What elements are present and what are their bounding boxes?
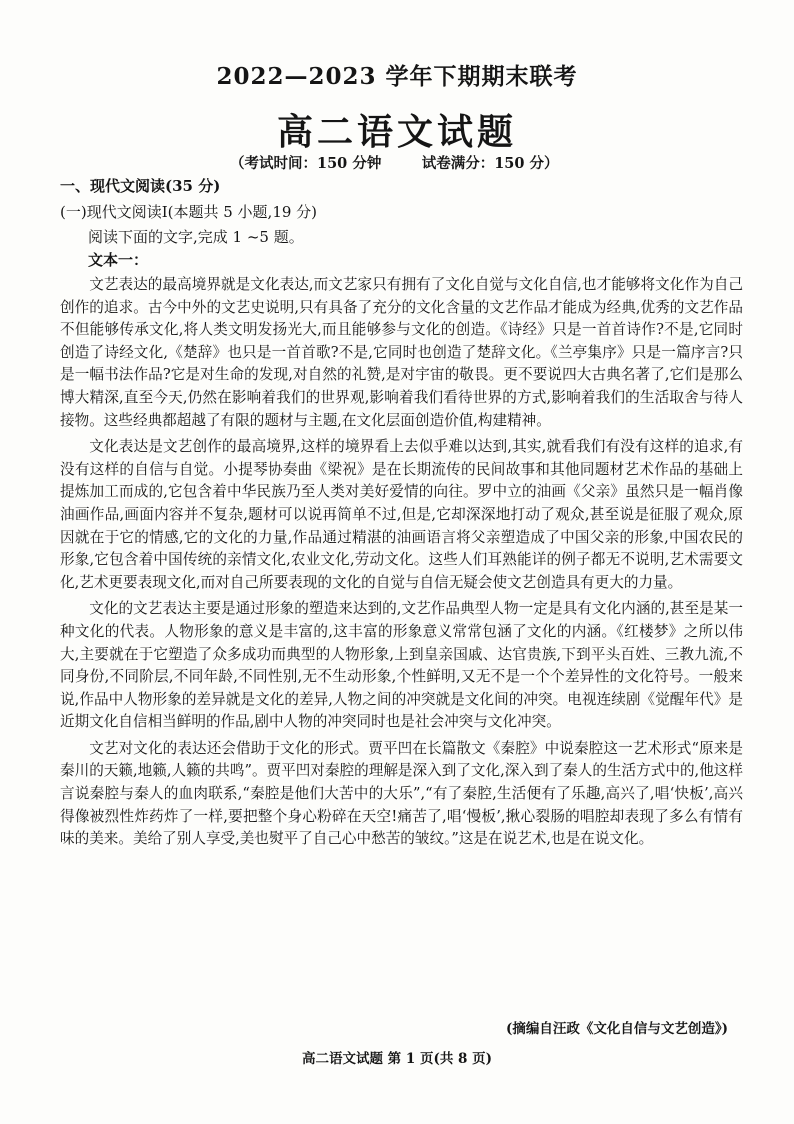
reading-passage [60,274,743,855]
exam-time-and-score: （考试时间：150 分钟 试卷满分：150 分） [230,155,559,172]
passage-paragraph: 文化的文艺表达主要是通过形象的塑造来达到的,文艺作品典型人物一定是具有文化内涵的,甚至是某一种文化的代表。人物形象的意义是丰富的,这丰富的形象意义常常包涵了文化的内涵。《红楼梦》之所以伟大,主要就在于它塑造了众多成功而典型的人物形象,上到皇亲国戚、达官贵族,下到平头百姓、三教九流,不同身份,不同阶层,不同年龄,不同性别,无不生动形象,个性鲜明,又无不是一个个差异性的文化符号。一般来说,作品中人物形象的差异就是文化的差异,人物之间的冲突就是文化间的冲突。电视连续剧《觉醒年代》是近期文化自信相当鲜明的作品,剧中人物的冲突同时也是社会冲突与文化冲突。 [60,600,743,731]
passage-paragraph: 文艺表达的最高境界就是文化表达,而文艺家只有拥有了文化自觉与文化自信,也才能够将文化作为自己创作的追求。古今中外的文艺史说明,只有具备了充分的文化含量的文艺作品才能成为经典,优秀的文艺作品不但能够传承文化,将人类文明发扬光大,而且能够参与文化的创造。《诗经》只是一首首诗作?不是,它同时创造了诗经文化,《楚辞》也只是一首首歌?不是,它同时也创造了楚辞文化。《兰亭集序》只是一篇序言?只是一幅书法作品?它是对生命的发现,对自然的礼赞,是对宇宙的敬畏。更不要说四大古典名著了,它们是那么博大精深,直至今天,仍然在影响着我们的世界观,影响着我们看待世界的方式,影响着我们的生活取舍与待人接物。这些经典都超越了有限的题材与主题,在文化层面创造价值,构建精神。 [60,276,743,429]
passage-paragraph: 文艺对文化的表达还会借助于文化的形式。贾平凹在长篇散文《秦腔》中说秦腔这一艺术形式“原来是秦川的天籁,地籁,人籁的共鸣”。贾平凹对秦腔的理解是深入到了文化,深入到了秦人的生活方式中的,他这样言说秦腔与秦人的血肉联系,“秦腔是他们大苦中的大乐”,“有了秦腔,生活便有了乐趣,高兴了,唱‘快板’,高兴得像被烈性炸药炸了一样,要把整个身心粉碎在天空!痛苦了,唱‘慢板’,揪心裂肠的唱腔却表现了多么有情有味的美来。美给了别人享受,美也熨平了自己心中愁苦的皱纹。”这是在说艺术,也是在说文化。 [60,739,743,848]
subsection-heading: (一)现代文阅读Ⅰ(本题共 5 小题,19 分) [60,203,318,221]
reading-instruction: 阅读下面的文字,完成 1 ~5 题。 [88,228,304,246]
source-note: (摘编自汪政《文化自信与文艺创造》) [505,1021,728,1037]
exam-year-title: 2022—2023 学年下期期末联考 [216,63,578,90]
section-heading: 一、现代文阅读(35 分) [60,177,221,195]
paper-title: 高二语文试题 [276,111,517,153]
page-footer: 高二语文试题 第 1 页(共 8 页) [301,1051,493,1067]
text-one-label: 文本一： [88,251,149,269]
passage-paragraph: 文化表达是文艺创作的最高境界,这样的境界看上去似乎难以达到,其实,就看我们有没有这样的追求,有没有这样的自信与自觉。小提琴协奏曲《梁祝》是在长期流传的民间故事和其他同题材艺术作品的基础上提炼加工而成的,它包含着中华民族乃至人类对美好爱情的向往。罗中立的油画《父亲》虽然只是一幅肖像油画作品,画面内容并不复杂,题材可以说再简单不过,但是,它却深深地打动了观众,甚至说是征服了观众,原因就在于它的情感,它的文化的力量,作品通过精湛的油画语言将父亲塑造成了中国父亲的形象,中国农民的形象,它包含着中国传统的亲情文化,农业文化,劳动文化。这些人们耳熟能详的例子都无不说明,艺术需要文化,艺术更要表现文化,而对自己所要表现的文化的自觉与自信无疑会使文艺创造具有更大的力量。 [60,438,743,591]
